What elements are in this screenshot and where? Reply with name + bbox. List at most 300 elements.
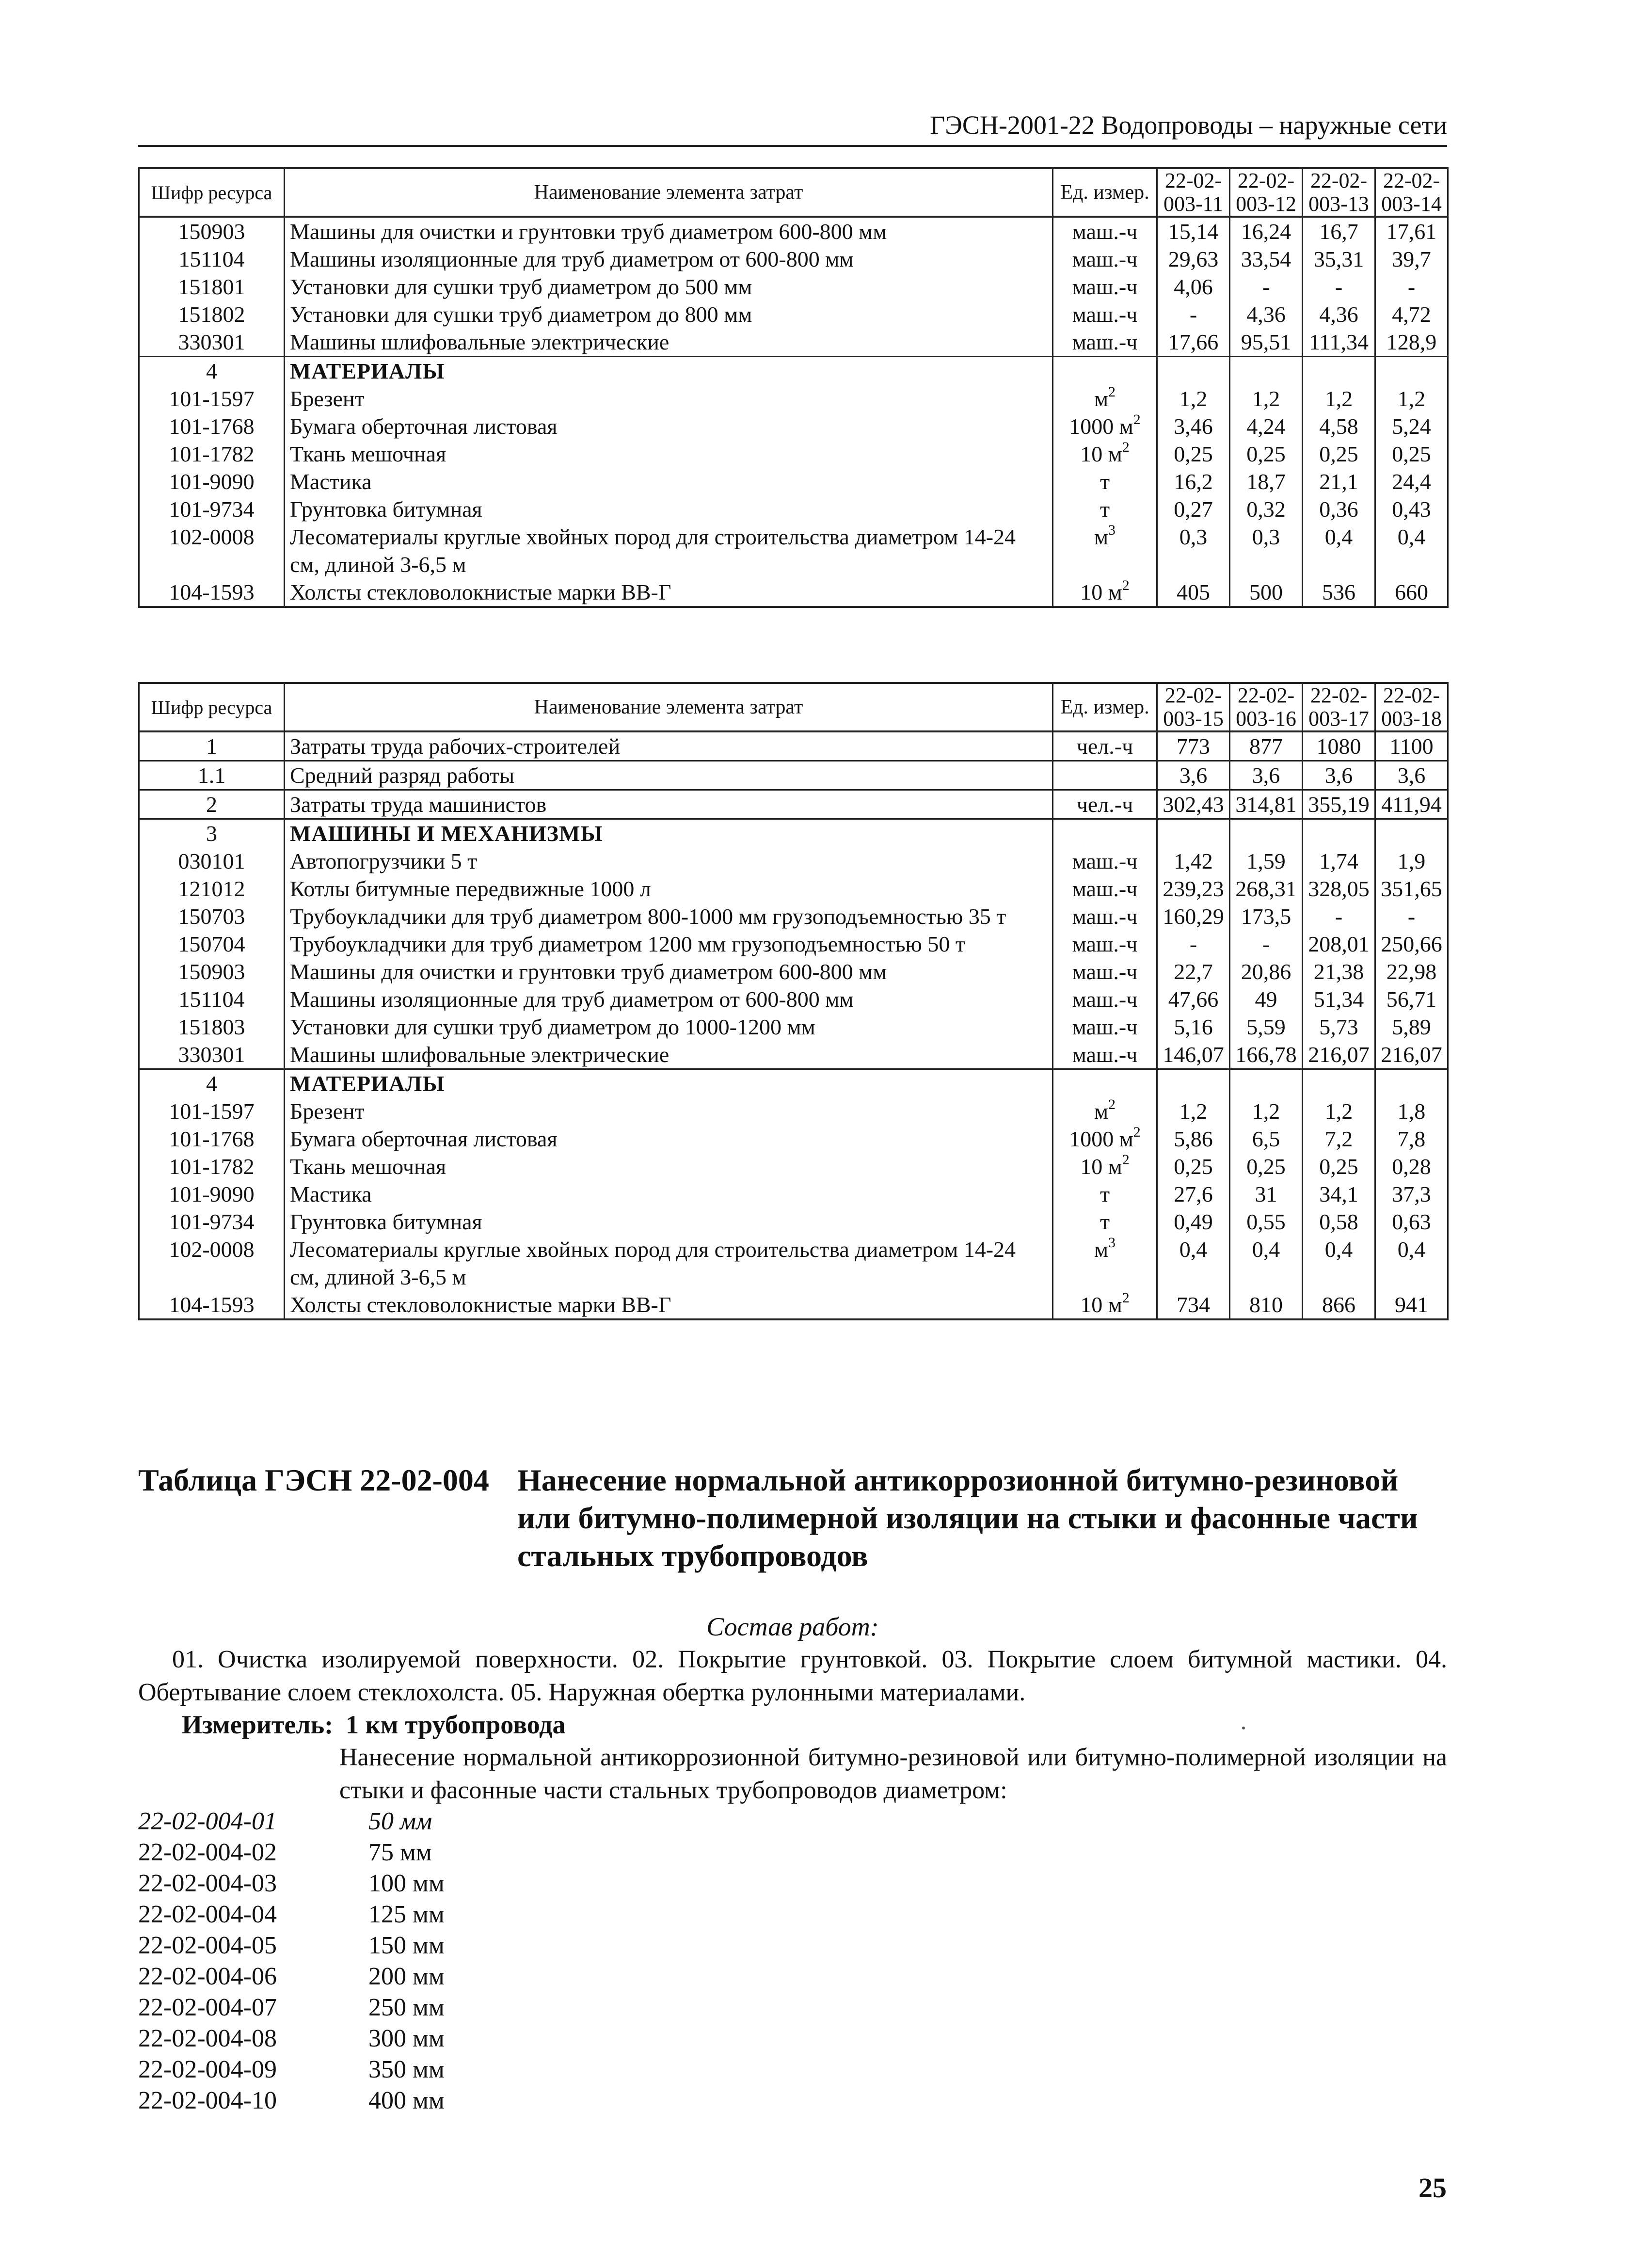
- resource-value: 146,07: [1157, 1041, 1230, 1069]
- resource-value: 0,49: [1157, 1208, 1230, 1236]
- composition-text: 01. Очистка изолируемой поверхности. 02. Покрытие грунтовкой. 03. Покрытие слоем битумной мастики. 04. Обертывание слоем стеклохолста. 05. Наружная обертка рулонными материалами.: [138, 1646, 1447, 1706]
- resource-value: 216,07: [1303, 1041, 1375, 1069]
- code-diameter: 75 мм: [368, 1839, 432, 1866]
- resource-value: 1,2: [1375, 385, 1448, 412]
- table-row: [139, 958, 1448, 985]
- table-row: [139, 1013, 1448, 1041]
- table-row: [139, 245, 1448, 273]
- header-code: Шифр ресурса: [139, 168, 285, 217]
- resource-value: 0,3: [1230, 523, 1303, 578]
- table-row: [139, 217, 1448, 245]
- table-body: [139, 217, 1448, 607]
- resource-value: 773: [1157, 731, 1230, 761]
- resource-code: 2: [139, 790, 285, 819]
- resource-value: 17,61: [1375, 217, 1448, 245]
- resource-value: 1100: [1375, 731, 1448, 761]
- resource-value: 1080: [1303, 731, 1375, 761]
- code-number: 22-02-004-08: [138, 2025, 277, 2052]
- resource-value: [1157, 1069, 1230, 1098]
- resource-value: 314,81: [1230, 790, 1303, 819]
- resource-code: 102-0008: [139, 523, 285, 578]
- resource-name: Затраты труда машинистов: [285, 790, 1053, 819]
- resource-value: 660: [1375, 578, 1448, 607]
- resource-value: 4,58: [1303, 412, 1375, 440]
- resource-value: 0,32: [1230, 495, 1303, 523]
- resource-code: 101-9734: [139, 495, 285, 523]
- resource-unit: $м^2$: [1053, 1097, 1157, 1125]
- header-name: Наименование элемента затрат: [285, 683, 1053, 731]
- code-diameter: 200 мм: [368, 1963, 445, 1990]
- resource-value: -: [1230, 930, 1303, 958]
- code-number: 22-02-004-04: [138, 1901, 277, 1928]
- table-row: [139, 412, 1448, 440]
- resource-value: 24,4: [1375, 468, 1448, 495]
- resource-value: 16,2: [1157, 468, 1230, 495]
- code-number: 22-02-004-05: [138, 1932, 277, 1959]
- resource-value: 160,29: [1157, 903, 1230, 930]
- resource-code: 150703: [139, 903, 285, 930]
- code-list-item: [138, 2055, 574, 2086]
- table-row: [139, 761, 1448, 790]
- table-row: [139, 1208, 1448, 1236]
- table-row: [139, 985, 1448, 1013]
- code-list-item: [138, 1993, 574, 2024]
- resource-name: Бумага оберточная листовая: [285, 1125, 1053, 1153]
- resource-value: [1157, 819, 1230, 848]
- resource-code: 151802: [139, 301, 285, 328]
- code-list-item: [138, 2086, 574, 2117]
- resource-table-1: [138, 167, 1449, 608]
- resource-unit: маш.-ч: [1053, 958, 1157, 985]
- table-row: [139, 385, 1448, 412]
- resource-value: 1,2: [1230, 385, 1303, 412]
- resource-value: 3,6: [1157, 761, 1230, 790]
- resource-value: 47,66: [1157, 985, 1230, 1013]
- table-row: [139, 1097, 1448, 1125]
- resource-unit: $м^2$: [1053, 385, 1157, 412]
- resource-value: 128,9: [1375, 328, 1448, 357]
- code-number: 22-02-004-06: [138, 1963, 277, 1990]
- table-row: [139, 731, 1448, 761]
- resource-value: 5,59: [1230, 1013, 1303, 1041]
- unit-exponent: 2: [1108, 1096, 1116, 1112]
- resource-unit: маш.-ч: [1053, 985, 1157, 1013]
- resource-unit: маш.-ч: [1053, 903, 1157, 930]
- table-row: [139, 1041, 1448, 1069]
- resource-value: 29,63: [1157, 245, 1230, 273]
- unit-exponent: 3: [1108, 522, 1116, 538]
- resource-value: 0,4: [1375, 523, 1448, 578]
- code-list-item: [138, 1838, 574, 1869]
- resource-code: 150903: [139, 958, 285, 985]
- resource-unit: т: [1053, 1208, 1157, 1236]
- resource-name: Мастика: [285, 468, 1053, 495]
- resource-value: 0,27: [1157, 495, 1230, 523]
- resource-unit: 10 $м^2$: [1053, 1291, 1157, 1319]
- resource-value: 1,2: [1157, 1097, 1230, 1125]
- code-diameter: 250 мм: [368, 1994, 445, 2021]
- code-number: 22-02-004-02: [138, 1839, 277, 1866]
- header-unit: Ед. измер.: [1053, 683, 1157, 731]
- resource-unit: т: [1053, 1180, 1157, 1208]
- code-number: 22-02-004-07: [138, 1994, 277, 2021]
- unit-exponent: 2: [1122, 1151, 1130, 1168]
- resource-value: 22,98: [1375, 958, 1448, 985]
- resource-value: 21,1: [1303, 468, 1375, 495]
- resource-value: 111,34: [1303, 328, 1375, 357]
- resource-value: [1230, 819, 1303, 848]
- resource-value: 31: [1230, 1180, 1303, 1208]
- resource-unit: [1053, 357, 1157, 385]
- unit-exponent: 2: [1122, 439, 1130, 455]
- header-col: 22-02- 003-11: [1157, 168, 1230, 217]
- resource-name: Затраты труда рабочих-строителей: [285, 731, 1053, 761]
- table-header-row: [139, 683, 1448, 731]
- resource-value: 1,2: [1157, 385, 1230, 412]
- resource-value: 4,36: [1303, 301, 1375, 328]
- table-row: [139, 875, 1448, 903]
- code-number: 22-02-004-09: [138, 2056, 277, 2083]
- resource-code: 330301: [139, 1041, 285, 1069]
- resource-value: 1,2: [1303, 385, 1375, 412]
- resource-value: 351,65: [1375, 875, 1448, 903]
- resource-code: 151104: [139, 245, 285, 273]
- resource-unit: $м^3$: [1053, 523, 1157, 578]
- resource-value: 5,89: [1375, 1013, 1448, 1041]
- section-row: [139, 357, 1448, 385]
- resource-name: Грунтовка битумная: [285, 495, 1053, 523]
- resource-value: 0,28: [1375, 1153, 1448, 1180]
- resource-value: 5,24: [1375, 412, 1448, 440]
- resource-value: 536: [1303, 578, 1375, 607]
- resource-unit: 1000 $м^2$: [1053, 412, 1157, 440]
- resource-value: 0,25: [1230, 1153, 1303, 1180]
- resource-name: Мастика: [285, 1180, 1053, 1208]
- resource-code: 1.1: [139, 761, 285, 790]
- resource-code: 121012: [139, 875, 285, 903]
- code-diameter: 100 мм: [368, 1870, 445, 1897]
- resource-unit: чел.-ч: [1053, 731, 1157, 761]
- resource-value: 328,05: [1303, 875, 1375, 903]
- resource-value: 27,6: [1157, 1180, 1230, 1208]
- resource-unit: 10 $м^2$: [1053, 578, 1157, 607]
- header-col: 22-02- 003-17: [1303, 683, 1375, 731]
- resource-value: 95,51: [1230, 328, 1303, 357]
- resource-unit: маш.-ч: [1053, 245, 1157, 273]
- resource-code: 101-1597: [139, 1097, 285, 1125]
- unit-exponent: 2: [1108, 383, 1116, 400]
- resource-value: 21,38: [1303, 958, 1375, 985]
- resource-value: 1,42: [1157, 847, 1230, 875]
- resource-name: МАТЕРИАЛЫ: [285, 357, 1053, 385]
- resource-unit: [1053, 761, 1157, 790]
- table-row: [139, 903, 1448, 930]
- resource-value: 0,25: [1303, 440, 1375, 468]
- code-list-item: [138, 1931, 574, 1962]
- resource-value: 0,4: [1303, 523, 1375, 578]
- resource-unit: маш.-ч: [1053, 875, 1157, 903]
- resource-unit: маш.-ч: [1053, 217, 1157, 245]
- resource-name: Машины изоляционные для труб диаметром от 600-800 мм: [285, 985, 1053, 1013]
- resource-value: 302,43: [1157, 790, 1230, 819]
- resource-unit: чел.-ч: [1053, 790, 1157, 819]
- resource-value: 1,9: [1375, 847, 1448, 875]
- meter: [182, 1710, 566, 1740]
- resource-name: Трубоукладчики для труб диаметром 1200 мм грузоподъемностью 50 т: [285, 930, 1053, 958]
- code-list-item: [138, 1962, 574, 1993]
- resource-code: 330301: [139, 328, 285, 357]
- resource-code: 4: [139, 357, 285, 385]
- table-row: [139, 1236, 1448, 1291]
- resource-value: 56,71: [1375, 985, 1448, 1013]
- code-diameter: 125 мм: [368, 1901, 445, 1928]
- table-body: [139, 731, 1448, 1319]
- header-col: 22-02- 003-18: [1375, 683, 1448, 731]
- resource-name: Грунтовка битумная: [285, 1208, 1053, 1236]
- resource-value: 18,7: [1230, 468, 1303, 495]
- code-diameter: 400 мм: [368, 2087, 445, 2114]
- resource-value: 33,54: [1230, 245, 1303, 273]
- resource-code: 1: [139, 731, 285, 761]
- resource-value: 0,3: [1157, 523, 1230, 578]
- resource-unit: маш.-ч: [1053, 301, 1157, 328]
- resource-value: 0,25: [1157, 440, 1230, 468]
- dot-mark: [1242, 1727, 1245, 1729]
- resource-value: 35,31: [1303, 245, 1375, 273]
- resource-name: Ткань мешочная: [285, 440, 1053, 468]
- resource-value: 0,25: [1375, 440, 1448, 468]
- resource-code: 101-1597: [139, 385, 285, 412]
- resource-value: [1303, 819, 1375, 848]
- resource-name: Машины изоляционные для труб диаметром от 600-800 мм: [285, 245, 1053, 273]
- header-col: 22-02- 003-13: [1303, 168, 1375, 217]
- resource-value: 0,25: [1303, 1153, 1375, 1180]
- resource-value: 0,4: [1230, 1236, 1303, 1291]
- resource-value: [1230, 357, 1303, 385]
- resource-name: Холсты стекловолокнистые марки ВВ-Г: [285, 1291, 1053, 1319]
- resource-value: 0,58: [1303, 1208, 1375, 1236]
- resource-value: 16,7: [1303, 217, 1375, 245]
- resource-value: 3,6: [1230, 761, 1303, 790]
- header-col: 22-02- 003-12: [1230, 168, 1303, 217]
- resource-name: Котлы битумные передвижные 1000 л: [285, 875, 1053, 903]
- page-number: 25: [1419, 2172, 1447, 2204]
- table-row: [139, 523, 1448, 578]
- resource-name: Брезент: [285, 1097, 1053, 1125]
- resource-unit: т: [1053, 495, 1157, 523]
- resource-value: -: [1230, 273, 1303, 301]
- resource-value: 0,25: [1230, 440, 1303, 468]
- resource-value: -: [1303, 903, 1375, 930]
- code-diameter: 300 мм: [368, 2025, 445, 2052]
- code-list-item: [138, 1869, 574, 1900]
- code-number: 22-02-004-03: [138, 1870, 277, 1897]
- page-header: [138, 108, 1447, 147]
- code-list-item: [138, 1807, 574, 1838]
- code-diameter: 350 мм: [368, 2056, 445, 2083]
- resource-value: 49: [1230, 985, 1303, 1013]
- resource-value: -: [1375, 273, 1448, 301]
- resource-value: 250,66: [1375, 930, 1448, 958]
- resource-unit: 10 $м^2$: [1053, 440, 1157, 468]
- table-row: [139, 495, 1448, 523]
- table-row: [139, 847, 1448, 875]
- table-row: [139, 328, 1448, 357]
- table-row: [139, 468, 1448, 495]
- resource-value: 5,16: [1157, 1013, 1230, 1041]
- resource-code: 3: [139, 819, 285, 848]
- resource-value: 16,24: [1230, 217, 1303, 245]
- resource-unit: маш.-ч: [1053, 1041, 1157, 1069]
- resource-value: 7,2: [1303, 1125, 1375, 1153]
- header-col: 22-02- 003-14: [1375, 168, 1448, 217]
- resource-code: 104-1593: [139, 1291, 285, 1319]
- resource-value: 0,4: [1375, 1236, 1448, 1291]
- resource-code: 151801: [139, 273, 285, 301]
- section-row: [139, 819, 1448, 848]
- resource-name: Средний разряд работы: [285, 761, 1053, 790]
- resource-value: 1,2: [1303, 1097, 1375, 1125]
- resource-value: -: [1375, 903, 1448, 930]
- resource-value: 941: [1375, 1291, 1448, 1319]
- table-row: [139, 578, 1448, 607]
- resource-value: 0,25: [1157, 1153, 1230, 1180]
- resource-code: 101-1782: [139, 440, 285, 468]
- resource-unit: [1053, 1069, 1157, 1098]
- table-title-text: Нанесение нормальной антикоррозионной битумно-резиновой или битумно-полимерной изоляции на стыки и фасонные части стальных трубопроводов: [517, 1463, 1418, 1573]
- resource-value: 866: [1303, 1291, 1375, 1319]
- resource-name: Автопогрузчики 5 т: [285, 847, 1053, 875]
- resource-value: 4,06: [1157, 273, 1230, 301]
- section-row: [139, 1069, 1448, 1098]
- code-number: 22-02-004-01: [138, 1808, 277, 1835]
- resource-code: 150903: [139, 217, 285, 245]
- resource-code: 102-0008: [139, 1236, 285, 1291]
- code-list-item: [138, 1900, 574, 1931]
- resource-value: 4,72: [1375, 301, 1448, 328]
- unit-exponent: 2: [1133, 1124, 1141, 1140]
- resource-value: 37,3: [1375, 1180, 1448, 1208]
- resource-value: 268,31: [1230, 875, 1303, 903]
- resource-unit: т: [1053, 468, 1157, 495]
- resource-value: 6,5: [1230, 1125, 1303, 1153]
- resource-unit: 1000 $м^2$: [1053, 1125, 1157, 1153]
- resource-value: -: [1157, 301, 1230, 328]
- resource-value: [1375, 819, 1448, 848]
- resource-code: 150704: [139, 930, 285, 958]
- resource-value: [1230, 1069, 1303, 1098]
- resource-name: Ткань мешочная: [285, 1153, 1053, 1180]
- resource-code: 101-9090: [139, 1180, 285, 1208]
- resource-value: [1303, 1069, 1375, 1098]
- resource-code: 151803: [139, 1013, 285, 1041]
- resource-value: 239,23: [1157, 875, 1230, 903]
- resource-name: Машины шлифовальные электрические: [285, 1041, 1053, 1069]
- composition-heading: Состав работ:: [706, 1612, 879, 1641]
- resource-name: Установки для сушки труб диаметром до 500 мм: [285, 273, 1053, 301]
- resource-value: 0,43: [1375, 495, 1448, 523]
- resource-value: 1,2: [1230, 1097, 1303, 1125]
- resource-value: 5,86: [1157, 1125, 1230, 1153]
- resource-name: Машины для очистки и грунтовки труб диаметром 600-800 мм: [285, 217, 1053, 245]
- resource-name: Машины шлифовальные электрические: [285, 328, 1053, 357]
- resource-unit: маш.-ч: [1053, 847, 1157, 875]
- resource-value: 3,46: [1157, 412, 1230, 440]
- table-row: [139, 273, 1448, 301]
- resource-value: [1375, 357, 1448, 385]
- code-number: 22-02-004-10: [138, 2087, 277, 2114]
- resource-value: 20,86: [1230, 958, 1303, 985]
- resource-value: -: [1157, 930, 1230, 958]
- resource-value: 411,94: [1375, 790, 1448, 819]
- resource-name: Брезент: [285, 385, 1053, 412]
- resource-value: 39,7: [1375, 245, 1448, 273]
- resource-value: 877: [1230, 731, 1303, 761]
- resource-unit: маш.-ч: [1053, 328, 1157, 357]
- resource-name: Установки для сушки труб диаметром до 800 мм: [285, 301, 1053, 328]
- resource-name: Установки для сушки труб диаметром до 1000-1200 мм: [285, 1013, 1053, 1041]
- code-diameter: 150 мм: [368, 1932, 445, 1959]
- resource-value: 34,1: [1303, 1180, 1375, 1208]
- resource-value: 405: [1157, 578, 1230, 607]
- table-row: [139, 440, 1448, 468]
- description: Нанесение нормальной антикоррозионной битумно-резиновой или битумно-полимерной изоляции на стыки и фасонные части стальных трубопроводов диаметром:: [339, 1744, 1447, 1804]
- resource-value: 0,55: [1230, 1208, 1303, 1236]
- resource-unit: [1053, 819, 1157, 848]
- resource-value: 166,78: [1230, 1041, 1303, 1069]
- code-list-item: [138, 2024, 574, 2055]
- resource-code: 151104: [139, 985, 285, 1013]
- resource-code: 101-1782: [139, 1153, 285, 1180]
- resource-value: 7,8: [1375, 1125, 1448, 1153]
- resource-name: Машины для очистки и грунтовки труб диаметром 600-800 мм: [285, 958, 1053, 985]
- resource-value: 500: [1230, 578, 1303, 607]
- resource-table-2: [138, 682, 1449, 1320]
- table-row: [139, 790, 1448, 819]
- resource-value: 216,07: [1375, 1041, 1448, 1069]
- resource-name: МАШИНЫ И МЕХАНИЗМЫ: [285, 819, 1053, 848]
- resource-value: 15,14: [1157, 217, 1230, 245]
- table-row: [139, 1180, 1448, 1208]
- unit-exponent: 2: [1122, 577, 1130, 593]
- resource-code: 030101: [139, 847, 285, 875]
- resource-name: Лесоматериалы круглые хвойных пород для строительства диаметром 14-24 см, длиной 3-6,5 м: [285, 1236, 1053, 1291]
- header-code: Шифр ресурса: [139, 683, 285, 731]
- header-unit: Ед. измер.: [1053, 168, 1157, 217]
- resource-value: 4,36: [1230, 301, 1303, 328]
- meter-value: 1 км трубопровода: [346, 1710, 566, 1739]
- resource-value: 208,01: [1303, 930, 1375, 958]
- resource-unit: $м^3$: [1053, 1236, 1157, 1291]
- table-row: [139, 1153, 1448, 1180]
- code-list: [138, 1807, 574, 2117]
- resource-unit: маш.-ч: [1053, 1013, 1157, 1041]
- resource-value: [1157, 357, 1230, 385]
- resource-name: Трубоукладчики для труб диаметром 800-1000 мм грузоподъемностью 35 т: [285, 903, 1053, 930]
- unit-exponent: 3: [1108, 1234, 1116, 1251]
- resource-name: Холсты стекловолокнистые марки ВВ-Г: [285, 578, 1053, 607]
- table-row: [139, 1291, 1448, 1319]
- resource-value: 810: [1230, 1291, 1303, 1319]
- unit-exponent: 2: [1122, 1289, 1130, 1306]
- table-title-prefix: Таблица ГЭСН 22-02-004: [138, 1463, 489, 1497]
- resource-unit: маш.-ч: [1053, 273, 1157, 301]
- code-diameter: 50 мм: [368, 1808, 432, 1835]
- header-col: 22-02- 003-15: [1157, 683, 1230, 731]
- resource-value: 1,8: [1375, 1097, 1448, 1125]
- resource-value: 0,36: [1303, 495, 1375, 523]
- resource-value: -: [1303, 273, 1375, 301]
